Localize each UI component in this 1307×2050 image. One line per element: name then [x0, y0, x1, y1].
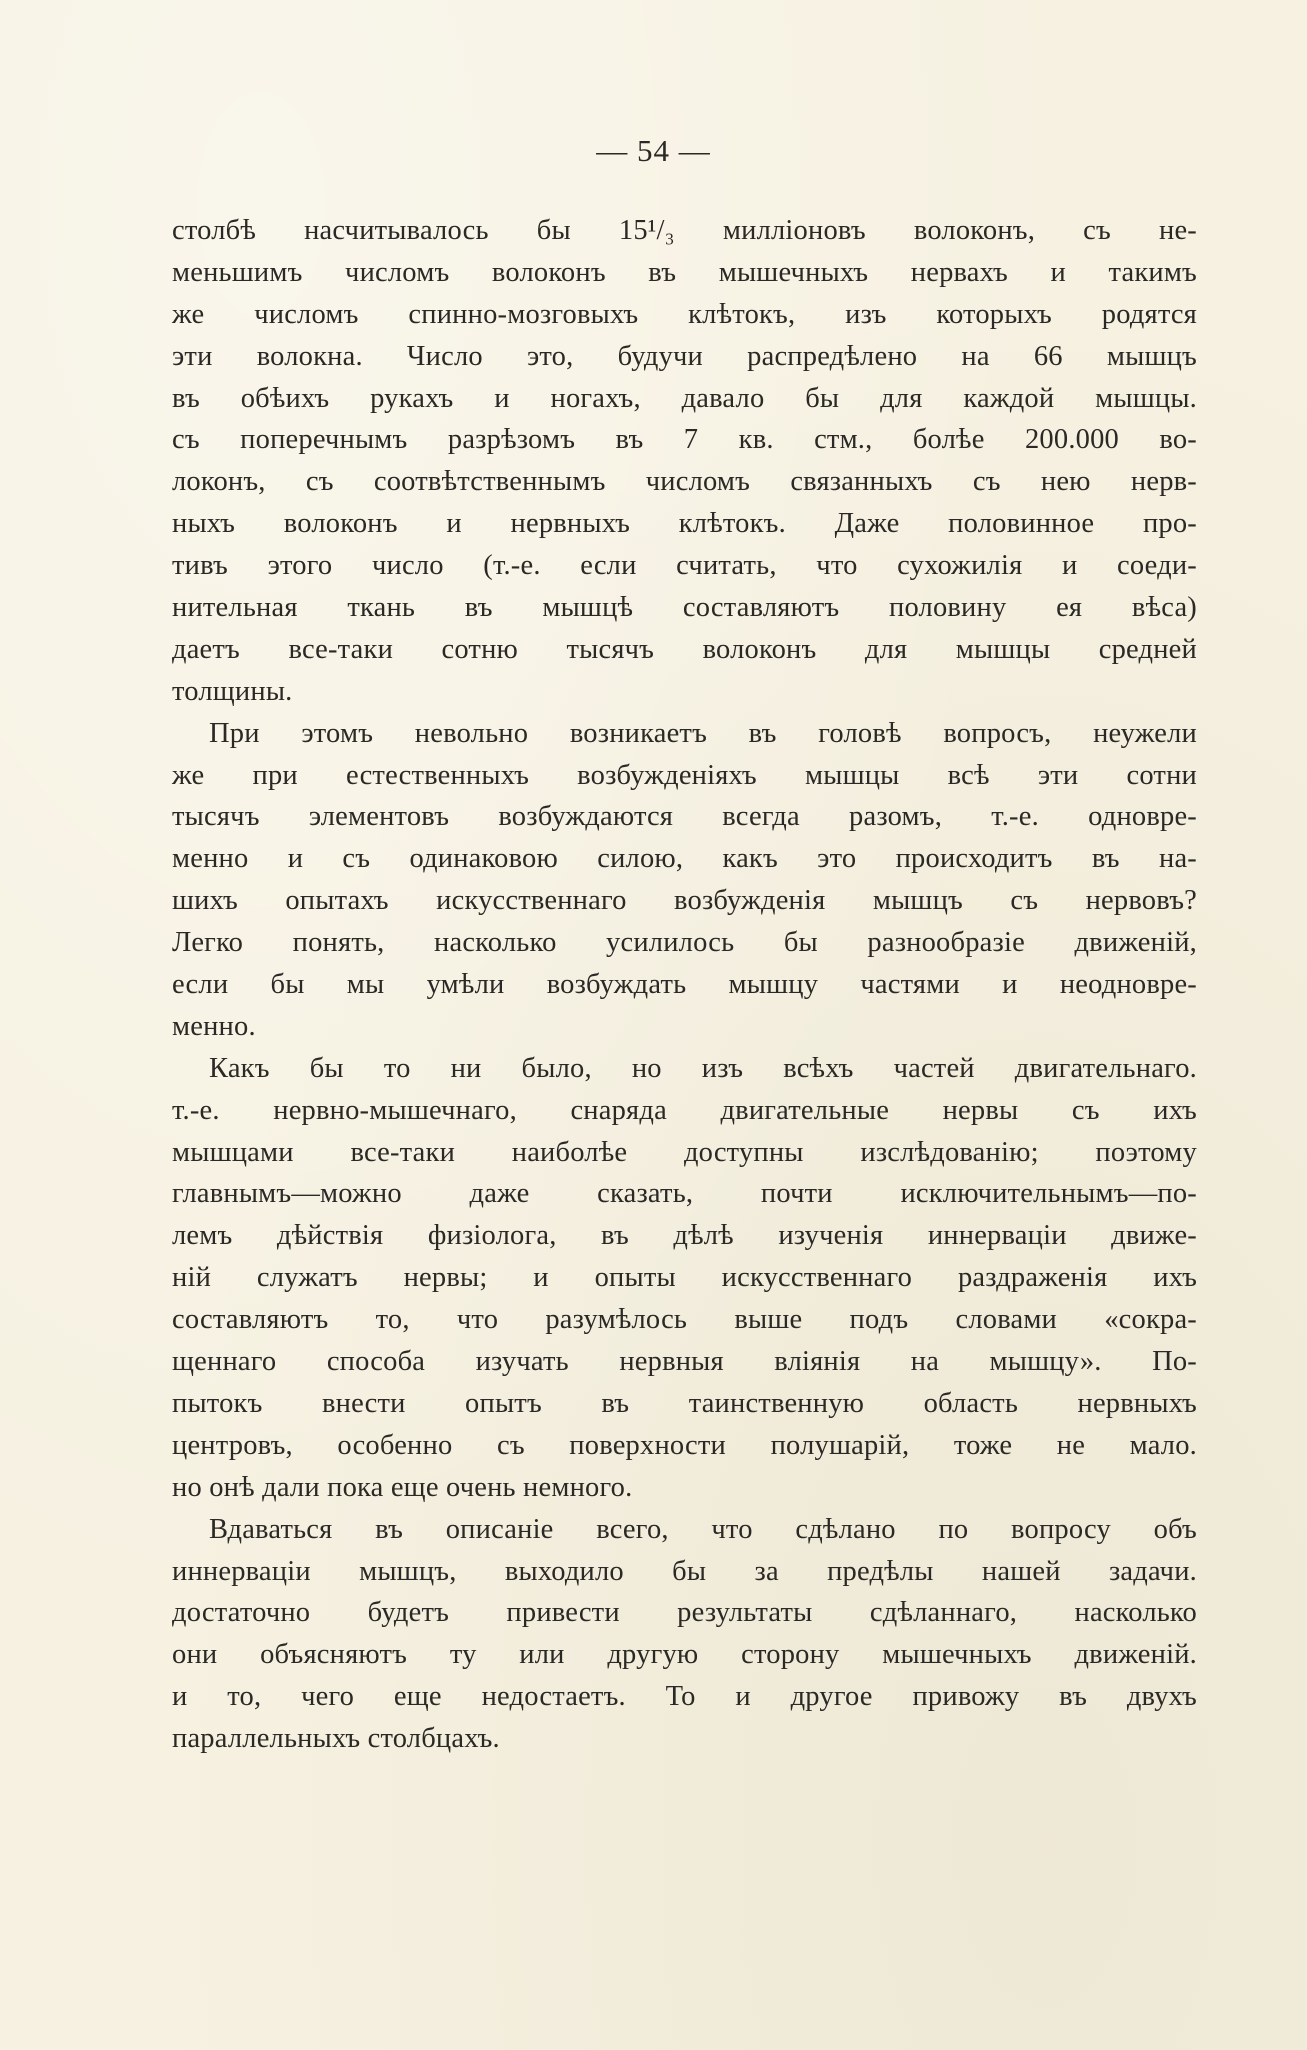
text-line: эти волокна. Число это, будучи распредѣлено на 66 мышцъ [172, 340, 1197, 372]
text-line: съ поперечнымъ разрѣзомъ въ 7 кв. стм., болѣе 200.000 во- [172, 424, 1197, 456]
text-line: но онѣ дали пока еще очень немного. [172, 1471, 633, 1503]
text-line: шихъ опытахъ искусственнаго возбужденія мышцъ съ нервовъ? [172, 885, 1197, 917]
paragraph-4 [172, 1509, 1197, 1760]
text-line: ній служатъ нервы; и опыты искусственнаго раздраженія ихъ [172, 1262, 1197, 1294]
text-line: даетъ все-таки сотню тысячъ волоконъ для мышцы средней [172, 633, 1197, 665]
text-line: главнымъ—можно даже сказать, почти исключительнымъ—по- [172, 1178, 1197, 1210]
text-line: лемъ дѣйствія физіолога, въ дѣлѣ изученія иннерваціи движе- [172, 1220, 1197, 1252]
text-line: иннерваціи мышцъ, выходило бы за предѣлы нашей задачи. [172, 1555, 1197, 1587]
text-line: т.-е. нервно-мышечнаго, снаряда двигательные нервы съ ихъ [172, 1094, 1197, 1126]
text-line: мышцами все-таки наиболѣе доступны изслѣдованію; поэтому [172, 1136, 1197, 1168]
text-line: тивъ этого число (т.-е. если считать, что сухожилія и соеди- [172, 550, 1197, 582]
text-line: достаточно будетъ привести результаты сдѣланнаго, насколько [172, 1597, 1197, 1629]
text-line: локонъ, съ соотвѣтственнымъ числомъ связанныхъ съ нею нерв- [172, 466, 1197, 498]
paragraph-2 [172, 713, 1197, 1048]
text-line: нительная ткань въ мышцѣ составляютъ половину ея вѣса) [172, 592, 1197, 624]
text-line: если бы мы умѣли возбуждать мышцу частями и неодновре- [172, 969, 1197, 1001]
text-line: ныхъ волоконъ и нервныхъ клѣтокъ. Даже половинное про- [172, 508, 1197, 540]
text-line: Вдаваться въ описаніе всего, что сдѣлано по вопросу объ [209, 1513, 1197, 1545]
text-line: параллельныхъ столбцахъ. [172, 1723, 500, 1755]
text-line: тысячъ элементовъ возбуждаются всегда разомъ, т.-е. одновре- [172, 801, 1197, 833]
paragraph-3 [172, 1048, 1197, 1509]
body-text [172, 210, 1197, 1760]
text-line: они объясняютъ ту или другую сторону мышечныхъ движеній. [172, 1639, 1197, 1671]
text-line: менно и съ одинаковою силою, какъ это происходитъ въ на- [172, 843, 1197, 875]
text-line: центровъ, особенно съ поверхности полушарій, тоже не мало. [172, 1429, 1197, 1461]
text-line: щеннаго способа изучать нервныя вліянія на мышцу». По- [172, 1346, 1197, 1378]
paragraph-1 [172, 210, 1197, 713]
text-line: столбѣ насчитывалось бы 15¹/₃ милліоновъ волоконъ, съ не- [172, 215, 1197, 246]
page-number: — 54 — [596, 133, 711, 168]
text-line: же числомъ спинно-мозговыхъ клѣтокъ, изъ которыхъ родятся [172, 298, 1197, 330]
text-line: же при естественныхъ возбужденіяхъ мышцы всѣ эти сотни [172, 759, 1197, 791]
text-line: Легко понять, насколько усилилось бы разнообразіе движеній, [172, 927, 1197, 959]
text-line: составляютъ то, что разумѣлось выше подъ словами «сокра- [172, 1304, 1197, 1336]
text-line: меньшимъ числомъ волоконъ въ мышечныхъ нервахъ и такимъ [172, 256, 1197, 288]
text-line: менно. [172, 1010, 256, 1042]
text-line: въ обѣихъ рукахъ и ногахъ, давало бы для каждой мышцы. [172, 382, 1197, 414]
text-line: и то, чего еще недостаетъ. То и другое привожу въ двухъ [172, 1681, 1197, 1713]
text-line: При этомъ невольно возникаетъ въ головѣ вопросъ, неужели [209, 717, 1197, 749]
text-line: толщины. [172, 675, 293, 707]
text-line: Какъ бы то ни было, но изъ всѣхъ частей двигательнаго. [209, 1052, 1197, 1084]
text-line: пытокъ внести опытъ въ таинственную область нервныхъ [172, 1387, 1197, 1419]
